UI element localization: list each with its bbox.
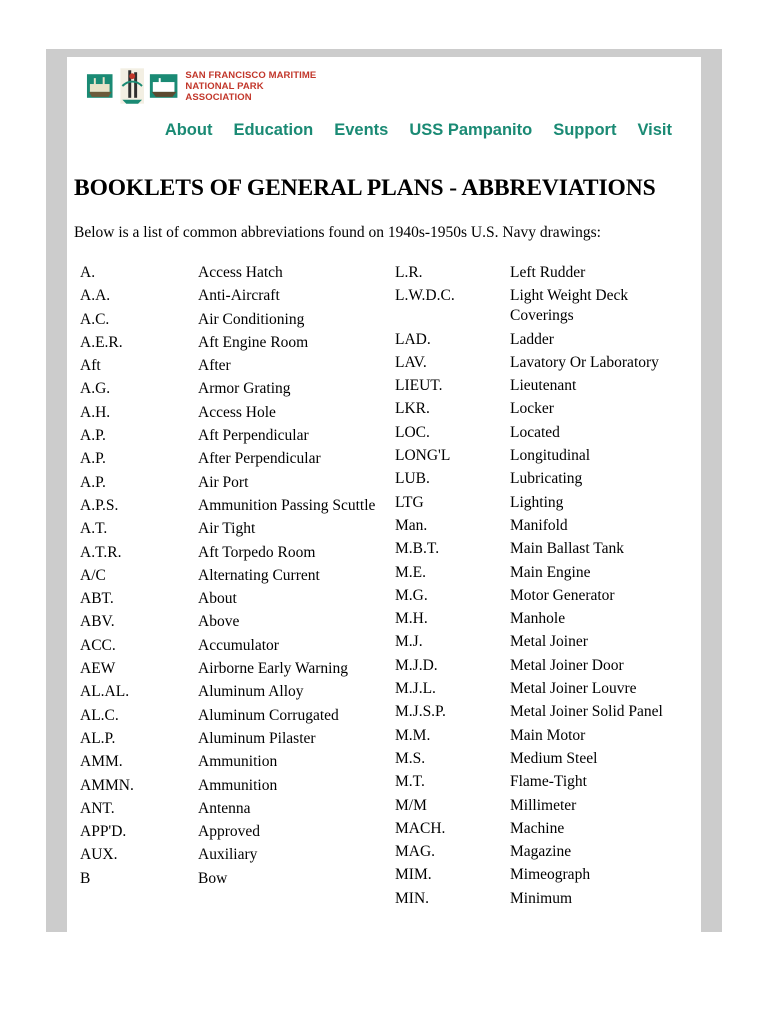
abbreviation-meaning: Aft Perpendicular bbox=[198, 427, 309, 445]
abbreviation-row bbox=[395, 772, 695, 795]
abbreviation-row bbox=[395, 399, 695, 422]
abbreviation: ABV. bbox=[80, 613, 115, 631]
abbreviation: ANT. bbox=[80, 799, 115, 817]
abbreviation: AUX. bbox=[80, 846, 118, 864]
abbreviation-meaning: Located bbox=[510, 423, 560, 441]
abbreviation: LONG'L bbox=[395, 447, 451, 465]
abbreviation-row bbox=[80, 333, 380, 356]
abbreviation-meaning: Alternating Current bbox=[198, 566, 320, 584]
abbreviation: AMMN. bbox=[80, 776, 134, 794]
abbreviation-row bbox=[395, 286, 695, 329]
abbreviation-meaning: Lubricating bbox=[510, 470, 583, 488]
abbreviation-meaning: Air Tight bbox=[198, 520, 256, 538]
abbreviation-meaning: Armor Grating bbox=[198, 380, 291, 398]
abbreviation-meaning: Access Hole bbox=[198, 403, 276, 421]
abbreviation: A.P. bbox=[80, 450, 106, 468]
abbreviation-row bbox=[395, 749, 695, 772]
abbreviation: LAV. bbox=[395, 353, 427, 371]
abbreviation: M.H. bbox=[395, 610, 428, 628]
abbreviation-meaning: Left Rudder bbox=[510, 264, 586, 281]
abbreviation-row bbox=[395, 609, 695, 632]
abbreviation-row bbox=[395, 563, 695, 586]
abbreviation-row bbox=[395, 865, 695, 888]
abbreviation-row bbox=[80, 752, 380, 775]
abbreviation: L.W.D.C. bbox=[395, 287, 455, 305]
abbreviation-meaning: Manifold bbox=[510, 516, 568, 534]
abbreviation-row bbox=[80, 636, 380, 659]
abbreviation-meaning: Lavatory Or Laboratory bbox=[510, 353, 659, 371]
abbreviation: A.A. bbox=[80, 287, 111, 305]
abbreviation: LIEUT. bbox=[395, 377, 443, 395]
abbreviation: A.P.S. bbox=[80, 496, 119, 514]
abbreviation: MACH. bbox=[395, 819, 446, 837]
abbreviation-meaning: Longitudinal bbox=[510, 447, 591, 465]
abbreviation-meaning: Locker bbox=[510, 400, 554, 418]
abbreviation: AL.C. bbox=[80, 706, 119, 724]
abbreviation-meaning: Mimeograph bbox=[510, 866, 591, 884]
abbreviation-meaning: Access Hatch bbox=[198, 264, 283, 281]
abbreviation-meaning: Light Weight Deck Coverings bbox=[510, 287, 629, 325]
abbreviation-meaning: Metal Joiner Louvre bbox=[510, 680, 637, 698]
abbreviation-meaning: Ammunition bbox=[198, 753, 278, 771]
abbreviation-row bbox=[80, 426, 380, 449]
abbreviation-meaning: Main Ballast Tank bbox=[510, 540, 625, 558]
abbreviation: A.P. bbox=[80, 473, 106, 491]
abbreviation-meaning: Air Port bbox=[198, 473, 249, 491]
content-page bbox=[67, 57, 701, 932]
abbreviation: LAD. bbox=[395, 330, 431, 348]
abbreviation-row bbox=[80, 356, 380, 379]
abbreviation-row bbox=[80, 310, 380, 333]
abbreviation: A.T. bbox=[80, 520, 108, 538]
abbreviation: A. bbox=[80, 264, 96, 281]
abbreviation-row bbox=[80, 682, 380, 705]
abbreviation-meaning: Accumulator bbox=[198, 636, 279, 654]
abbreviation-meaning: Anti-Aircraft bbox=[198, 287, 280, 305]
abbreviation-row bbox=[80, 869, 380, 892]
abbreviation: M.M. bbox=[395, 726, 431, 744]
abbreviation: M.J.S.P. bbox=[395, 703, 446, 721]
abbreviation: LOC. bbox=[395, 423, 430, 441]
abbreviation-meaning: Airborne Early Warning bbox=[198, 660, 348, 678]
abbreviation-row bbox=[395, 889, 695, 912]
abbreviation-row bbox=[80, 263, 380, 286]
intro-text: Below is a list of common abbreviations found on 1940s-1950s U.S. Navy drawings: bbox=[74, 224, 601, 241]
abbreviation-meaning: Millimeter bbox=[510, 796, 577, 814]
abbreviation-meaning: Metal Joiner Door bbox=[510, 656, 624, 674]
abbreviation-row bbox=[80, 845, 380, 868]
abbreviations-left-column bbox=[80, 263, 380, 892]
abbreviation-row bbox=[395, 376, 695, 399]
abbreviation: AEW bbox=[80, 660, 116, 678]
abbreviation: MIM. bbox=[395, 866, 432, 884]
abbreviation-row bbox=[395, 679, 695, 702]
abbreviation-row bbox=[395, 586, 695, 609]
abbreviation-meaning: Aft Engine Room bbox=[198, 333, 309, 351]
abbreviation-meaning: Aluminum Pilaster bbox=[198, 729, 316, 747]
nav-support[interactable]: Support bbox=[553, 121, 617, 139]
abbreviation-meaning: Lieutenant bbox=[510, 377, 577, 395]
abbreviation-row bbox=[80, 659, 380, 682]
abbreviation-row bbox=[80, 543, 380, 566]
abbreviation-row bbox=[395, 469, 695, 492]
abbreviation: A/C bbox=[80, 566, 106, 584]
abbreviation: M.E. bbox=[395, 563, 426, 581]
abbreviation-meaning: Bow bbox=[198, 869, 228, 887]
abbreviation-meaning: Ladder bbox=[510, 330, 554, 348]
abbreviation-meaning: Ammunition Passing Scuttle bbox=[198, 496, 376, 514]
page-title: BOOKLETS OF GENERAL PLANS - ABBREVIATIONS bbox=[74, 175, 656, 201]
abbreviation: APP'D. bbox=[80, 823, 127, 841]
nav-events[interactable]: Events bbox=[334, 121, 389, 139]
abbreviation-meaning: Aft Torpedo Room bbox=[198, 543, 316, 561]
abbreviation-row bbox=[395, 656, 695, 679]
abbreviation-row bbox=[395, 632, 695, 655]
nav-education[interactable]: Education bbox=[233, 121, 314, 139]
abbreviation-meaning: Approved bbox=[198, 823, 260, 841]
abbreviation-row bbox=[395, 702, 695, 725]
abbreviation: M.G. bbox=[395, 586, 428, 604]
abbreviations-right-column bbox=[395, 263, 695, 912]
abbreviation-row bbox=[80, 379, 380, 402]
abbreviation-meaning: Medium Steel bbox=[510, 749, 598, 767]
abbreviation-row bbox=[395, 330, 695, 353]
abbreviation: ACC. bbox=[80, 636, 116, 654]
abbreviation-meaning: Machine bbox=[510, 819, 565, 837]
nav-about[interactable]: About bbox=[164, 121, 213, 139]
abbreviation: A.P. bbox=[80, 427, 106, 445]
abbreviation: MIN. bbox=[395, 889, 430, 907]
abbreviation-row bbox=[80, 706, 380, 729]
abbreviation: A.C. bbox=[80, 310, 110, 328]
abbreviation-row bbox=[80, 473, 380, 496]
abbreviation-row bbox=[395, 353, 695, 376]
abbreviation-meaning: Auxiliary bbox=[198, 846, 258, 864]
abbreviation-meaning: Motor Generator bbox=[510, 586, 615, 604]
abbreviation: A.G. bbox=[80, 380, 111, 398]
abbreviation-meaning: Air Conditioning bbox=[198, 310, 305, 328]
abbreviation-meaning: Lighting bbox=[510, 493, 564, 511]
abbreviation: M.T. bbox=[395, 773, 425, 791]
abbreviation: M.J. bbox=[395, 633, 423, 651]
abbreviation: M.J.L. bbox=[395, 680, 436, 698]
abbreviation-row bbox=[395, 796, 695, 819]
abbreviation-row bbox=[80, 496, 380, 519]
abbreviation-row bbox=[395, 263, 695, 286]
abbreviation-row bbox=[80, 612, 380, 635]
nav-uss-pampanito[interactable]: USS Pampanito bbox=[409, 121, 533, 139]
abbreviation-row bbox=[80, 286, 380, 309]
abbreviation: MAG. bbox=[395, 843, 436, 861]
nav-visit[interactable]: Visit bbox=[637, 121, 672, 139]
abbreviation-row bbox=[80, 449, 380, 472]
abbreviation-row bbox=[395, 516, 695, 539]
abbreviation-row bbox=[395, 539, 695, 562]
abbreviation-meaning: Aluminum Alloy bbox=[198, 683, 304, 701]
abbreviation: AL.P. bbox=[80, 729, 116, 747]
site-logo[interactable] bbox=[85, 66, 330, 106]
abbreviation-meaning: Main Engine bbox=[510, 563, 591, 581]
main-nav bbox=[67, 121, 672, 140]
abbreviation-row bbox=[395, 842, 695, 865]
abbreviation: M/M bbox=[395, 796, 427, 814]
abbreviation-meaning: Ammunition bbox=[198, 776, 278, 794]
abbreviation: Man. bbox=[395, 516, 428, 534]
abbreviation-meaning: Manhole bbox=[510, 610, 566, 628]
abbreviation: A.T.R. bbox=[80, 543, 122, 561]
abbreviation: B bbox=[80, 869, 91, 887]
abbreviation-row bbox=[80, 519, 380, 542]
abbreviation-meaning: After bbox=[198, 357, 231, 375]
abbreviation-row bbox=[80, 799, 380, 822]
abbreviation: M.B.T. bbox=[395, 540, 440, 558]
abbreviation: M.J.D. bbox=[395, 656, 438, 674]
abbreviation-meaning: Magazine bbox=[510, 843, 572, 861]
logo-emblem-icon bbox=[85, 66, 179, 106]
abbreviation-row bbox=[395, 726, 695, 749]
abbreviation-meaning: After Perpendicular bbox=[198, 450, 321, 468]
abbreviation-row bbox=[80, 403, 380, 426]
abbreviation-meaning: Main Motor bbox=[510, 726, 586, 744]
abbreviation-row bbox=[80, 729, 380, 752]
logo-line-1: SAN FRANCISCO MARITIME bbox=[185, 69, 317, 81]
abbreviation: LUB. bbox=[395, 470, 430, 488]
abbreviation-meaning: Antenna bbox=[198, 799, 251, 817]
abbreviation-row bbox=[395, 493, 695, 516]
abbreviation-row bbox=[80, 566, 380, 589]
abbreviation: Aft bbox=[80, 357, 101, 375]
logo-text bbox=[185, 70, 330, 103]
abbreviation-row bbox=[395, 446, 695, 469]
abbreviation-row bbox=[395, 819, 695, 842]
abbreviation: A.H. bbox=[80, 403, 111, 421]
logo-line-2: NATIONAL PARK ASSOCIATION bbox=[185, 80, 264, 103]
abbreviation: LKR. bbox=[395, 400, 430, 418]
abbreviation-row bbox=[395, 423, 695, 446]
abbreviation: ABT. bbox=[80, 590, 114, 608]
abbreviation-row bbox=[80, 822, 380, 845]
abbreviation-meaning: Aluminum Corrugated bbox=[198, 706, 339, 724]
abbreviation: M.S. bbox=[395, 749, 426, 767]
abbreviation-meaning: About bbox=[198, 590, 237, 608]
abbreviation-meaning: Flame-Tight bbox=[510, 773, 587, 791]
abbreviation-meaning: Metal Joiner Solid Panel bbox=[510, 703, 663, 721]
abbreviation: A.E.R. bbox=[80, 333, 123, 351]
abbreviation-meaning: Metal Joiner bbox=[510, 633, 588, 651]
abbreviation-meaning: Above bbox=[198, 613, 240, 631]
abbreviation: L.R. bbox=[395, 264, 423, 281]
abbreviation-meaning: Minimum bbox=[510, 889, 573, 907]
abbreviation: AL.AL. bbox=[80, 683, 130, 701]
abbreviation: AMM. bbox=[80, 753, 123, 771]
abbreviation-row bbox=[80, 589, 380, 612]
abbreviation-row bbox=[80, 776, 380, 799]
abbreviation: LTG bbox=[395, 493, 424, 511]
